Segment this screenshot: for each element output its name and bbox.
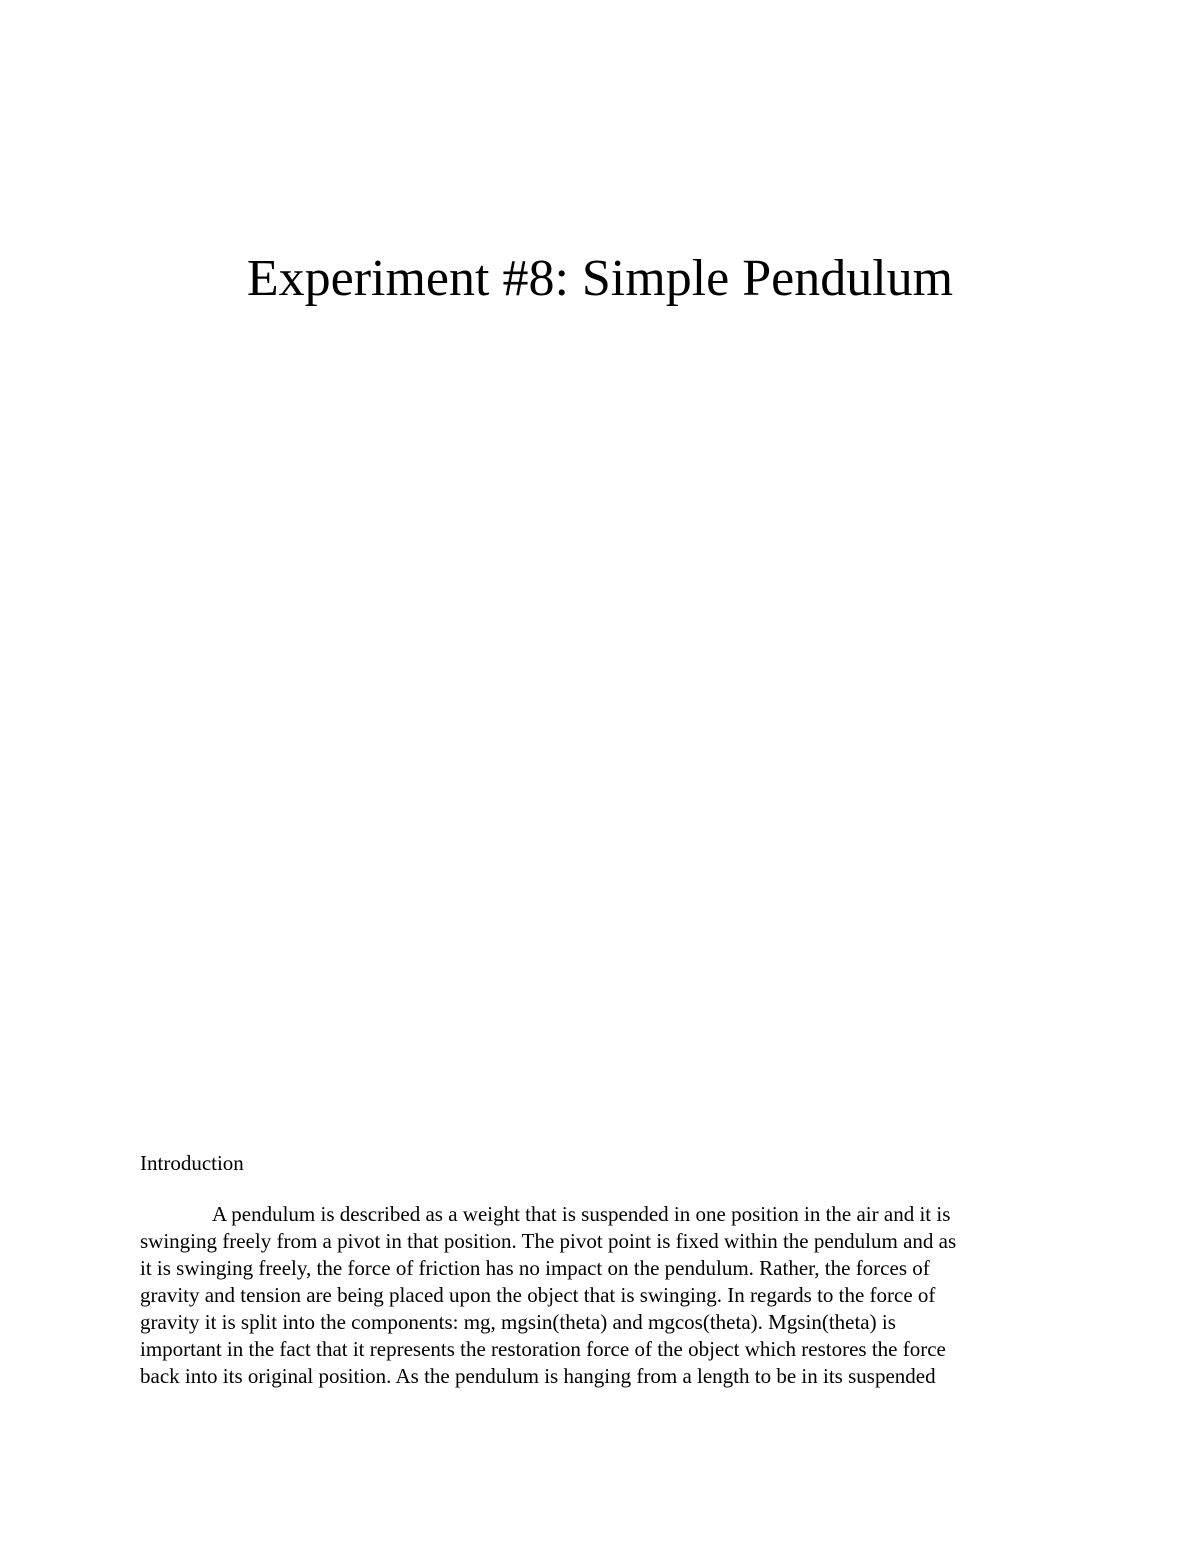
paragraph-line: A pendulum is described as a weight that is suspended in one position in the air and it is [212, 1202, 951, 1226]
paragraph-line: important in the fact that it represents the restoration force of the object which restores the force [140, 1337, 946, 1361]
paragraph-line: gravity and tension are being placed upon the object that is swinging. In regards to the force of [140, 1283, 936, 1307]
section-heading: Introduction [140, 1151, 244, 1175]
introduction-section [140, 1150, 1070, 1390]
introduction-paragraph [140, 1201, 1070, 1390]
document-title: Experiment #8: Simple Pendulum [246, 250, 954, 307]
paragraph-line: it is swinging freely, the force of friction has no impact on the pendulum. Rather, the forces of [140, 1256, 930, 1280]
paragraph-line: gravity it is split into the components: mg, mgsin(theta) and mgcos(theta). Mgsin(theta) is [140, 1310, 896, 1334]
paragraph-line: back into its original position. As the pendulum is hanging from a length to be in its suspended [140, 1364, 936, 1388]
paragraph-line: swinging freely from a pivot in that position. The pivot point is fixed within the pendulum and as [140, 1229, 957, 1253]
